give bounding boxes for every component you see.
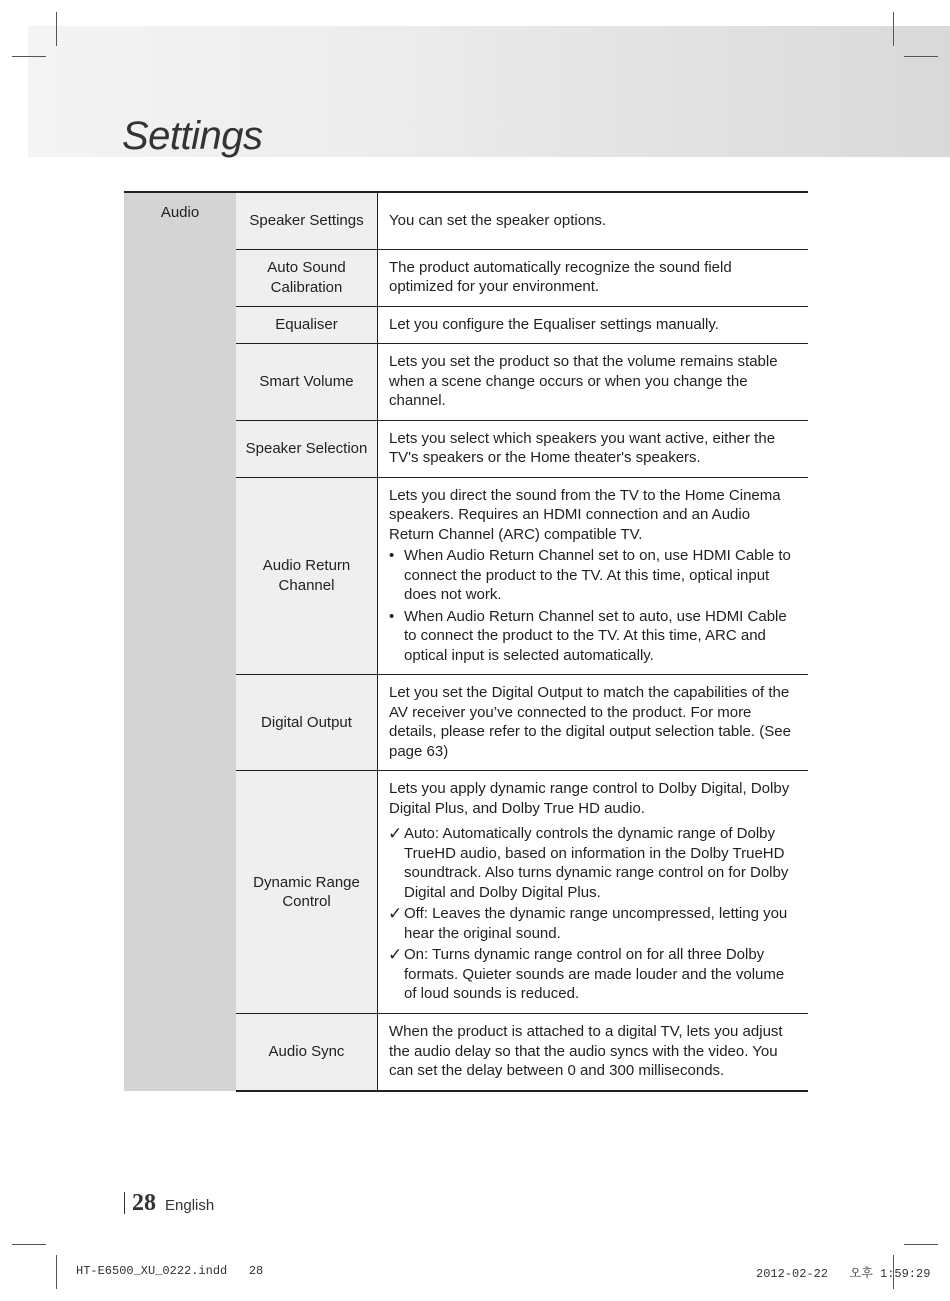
- option-text: : Automatically controls the dynamic range of Dolby TrueHD audio, based on information in the Dolby TrueHD soundtrack. Also turns dynamic range control on for Dolby Digital and Dolby Digital Plus.: [404, 825, 789, 901]
- setting-name: Dynamic Range Control: [236, 771, 378, 1014]
- crop-mark: [12, 1244, 46, 1245]
- setting-description: Lets you select which speakers you want active, either the TV's speakers or the Home theater's speakers.: [378, 420, 809, 477]
- setting-description: Let you set the Digital Output to match the capabilities of the AV receiver you’ve connected to the product. For more details, please refer to the digital output selection table. (See page 63): [378, 675, 809, 771]
- footer-divider: [124, 1192, 125, 1214]
- print-slug-file: HT-E6500_XU_0222.indd 28: [76, 1264, 264, 1278]
- bullet-icon: •: [389, 607, 395, 625]
- option-label: On: [404, 946, 425, 964]
- page-number: 28: [132, 1190, 156, 1216]
- crop-mark: [893, 12, 894, 46]
- option-list: [389, 824, 798, 1004]
- setting-description: Let you configure the Equaliser settings manually.: [378, 306, 809, 344]
- crop-mark: [56, 1255, 57, 1289]
- checkmark-icon: ✓: [388, 904, 403, 924]
- settings-table: [124, 191, 808, 1092]
- setting-name: Speaker Selection: [236, 420, 378, 477]
- option-item: [389, 945, 798, 1004]
- option-text: : Leaves the dynamic range uncompressed, letting you hear the original sound.: [404, 905, 788, 942]
- bullet-list: [389, 546, 798, 665]
- crop-mark: [904, 56, 938, 57]
- setting-name: Audio Sync: [236, 1014, 378, 1091]
- setting-description: Lets you direct the sound from the TV to the Home Cinema speakers. Requires an HDMI connection and an Audio Return Channel (ARC) compatible TV.: [389, 486, 781, 543]
- setting-description: Lets you set the product so that the volume remains stable when a scene change occurs or when you change the channel.: [378, 344, 809, 421]
- setting-name: Smart Volume: [236, 344, 378, 421]
- option-item: [389, 824, 798, 902]
- setting-description: You can set the speaker options.: [378, 192, 809, 249]
- bullet-text: When Audio Return Channel set to auto, use HDMI Cable to connect the product to the TV. At this time, ARC and optical input is selected automatically.: [404, 607, 787, 664]
- setting-name: Speaker Settings: [236, 192, 378, 249]
- checkmark-icon: ✓: [388, 945, 403, 965]
- bullet-item: [389, 546, 798, 605]
- option-item: [389, 904, 798, 943]
- checkmark-icon: ✓: [388, 824, 403, 844]
- bullet-icon: •: [389, 547, 395, 564]
- setting-description: The product automatically recognize the sound field optimized for your environment.: [378, 249, 809, 306]
- crop-mark: [904, 1244, 938, 1245]
- setting-description-cell: [378, 477, 809, 675]
- option-label: Off: [404, 905, 424, 923]
- category-label: Audio: [160, 204, 200, 221]
- setting-description: When the product is attached to a digital TV, lets you adjust the audio delay so that the audio syncs with the video. You can set the delay between 0 and 300 milliseconds.: [378, 1014, 809, 1091]
- setting-name: Equaliser: [236, 306, 378, 344]
- page-language: English: [165, 1197, 215, 1214]
- setting-name: Digital Output: [236, 675, 378, 771]
- page-title: Settings: [122, 114, 263, 158]
- print-slug-timestamp: 2012-02-22 오후 1:59:29: [756, 1267, 931, 1281]
- bullet-item: [389, 607, 798, 666]
- crop-mark: [56, 12, 57, 46]
- setting-name: Auto Sound Calibration: [236, 249, 378, 306]
- setting-description: Lets you apply dynamic range control to Dolby Digital, Dolby Digital Plus, and Dolby True HD audio.: [389, 780, 790, 817]
- option-text: : Turns dynamic range control on for all three Dolby formats. Quieter sounds are made louder and the volume of loud sounds is reduced.: [404, 946, 785, 1003]
- setting-description-cell: [378, 771, 809, 1014]
- page-footer: [124, 1188, 214, 1217]
- crop-mark: [12, 56, 46, 57]
- table-row: [124, 192, 808, 249]
- option-label: Auto: [404, 825, 435, 843]
- bullet-text: When Audio Return Channel set to on, use HDMI Cable to connect the product to the TV. At this time, optical input does not work.: [404, 547, 791, 603]
- setting-name: Audio Return Channel: [236, 477, 378, 675]
- category-cell: [124, 192, 236, 1091]
